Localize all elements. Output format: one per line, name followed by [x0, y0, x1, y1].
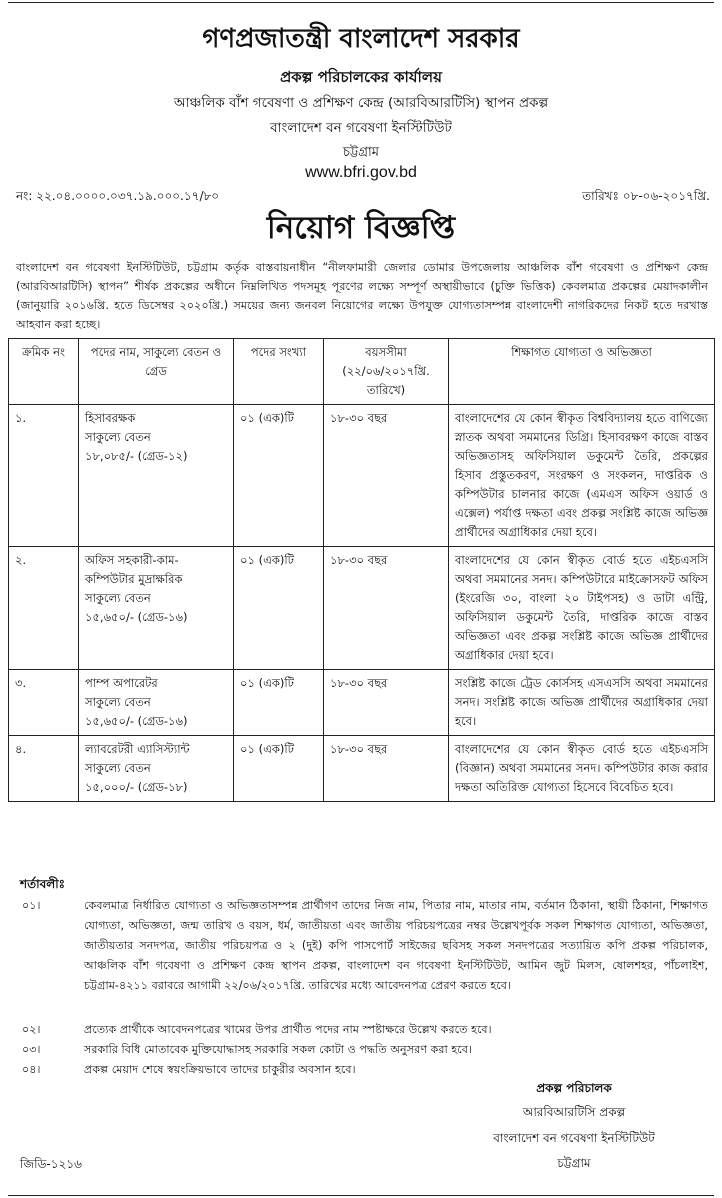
- row-post: [79, 405, 234, 547]
- row-count: ০১ (এক)টি: [234, 670, 324, 736]
- signature-city: চট্টগ্রাম: [557, 1156, 591, 1170]
- term-text: প্রকল্প মেয়াদ শেষে স্বয়ংক্রিয়ভাবে তাদের চাকুরীর অবসান হবে।: [84, 1063, 356, 1076]
- row-post: [79, 670, 234, 736]
- city-name: চট্টগ্রাম: [343, 145, 379, 160]
- project-name: আঞ্চলিক বাঁশ গবেষণা ও প্রশিক্ষণ কেন্দ্র (আরবিআরটিসি) স্থাপন প্রকল্প: [173, 95, 549, 111]
- signature-title: প্রকল্প পরিচালক: [536, 1081, 612, 1095]
- salary-label: সাকুল্যে বেতন: [85, 591, 151, 605]
- row-age: ১৮-৩০ বছর: [324, 547, 449, 670]
- row-count: ০১ (এক)টি: [234, 736, 324, 802]
- header-post: পদের নাম, সাকুল্যে বেতন ও গ্রেড: [79, 339, 234, 405]
- gd-number: জিডি-১২১৬: [20, 1157, 82, 1171]
- table-row: [9, 670, 715, 736]
- recruitment-notice: [8, 0, 714, 1198]
- term-item: [8, 896, 714, 1016]
- row-qualification: বাংলাদেশের যে কোন স্বীকৃত বোর্ড হতে এইচএসসি (বিজ্ঞান) অথবা সমমানের সনদ। কম্পিউটার কাজ করার দক্ষতা অতিরিক্ত যোগ্যতা হিসেবে বিবেচিত হবে।: [449, 736, 715, 802]
- row-serial: ২.: [9, 547, 79, 670]
- signature-institute: বাংলাদেশ বন গবেষণা ইনস্টিটিউট: [493, 1131, 655, 1145]
- table-row: [9, 736, 715, 802]
- salary-grade: ১৫,৬৫০/- (গ্রেড-১৬): [85, 610, 188, 624]
- intro-paragraph: বাংলাদেশ বন গবেষণা ইনস্টিটিউট, চট্টগ্রাম কর্তৃক বাস্তবায়নাধীন “নীলফামারী জেলার ডোমার উপজেলায় আঞ্চলিক বাঁশ গবেষণা ও প্রশিক্ষণ কেন্দ্র (আরবিআরটিসি) স্থাপন” শীর্ষক প্রকল্পের অধীনে নিম্নলিখিত পদসমূহ পূরণের লক্ষ্যে সম্পূর্ণ অস্থায়ীভাবে (চুক্তি ভিত্তিক) কেবলমাত্র প্রকল্পের মেয়াদকালীন (জানুয়ারি ২০১৬খ্রি. হতে ডিসেম্বর ২০২০খ্রি.) সময়ের জন্য জনবল নিয়োগের লক্ষ্যে উপযুক্ত যোগ্যতাসম্পন্ন বাংলাদেশী নাগরিকদের নিকট হতে দরখাস্ত আহবান করা হচ্ছে।: [16, 261, 708, 331]
- term-text: সরকারি বিধি মোতাবেক মুক্তিযোদ্ধাসহ সরকারি সকল কোটা ও পদ্ধতি অনুসরণ করা হবে।: [84, 1043, 472, 1056]
- header-qualification: শিক্ষাগত যোগ্যতা ও অভিজ্ঞতা: [449, 339, 715, 405]
- term-item: [8, 1020, 714, 1040]
- term-number: ০৩।: [22, 1043, 41, 1056]
- term-item: [8, 1060, 714, 1080]
- top-border-line: [8, 2, 714, 3]
- row-age: ১৮-৩০ বছর: [324, 736, 449, 802]
- term-text: কেবলমাত্র নির্ধারিত যোগ্যতা ও অভিজ্ঞতাসম্পন্ন প্রার্থীগণ তাদের নিজ নাম, পিতার নাম, মাতার নাম, বর্তমান ঠিকানা, স্থায়ী ঠিকানা, শিক্ষাগত যোগ্যতা, অভিজ্ঞতা, জন্ম তারিখ ও বয়স, ধর্ম, জাতীয়তা এবং জাতীয় পরিচয়পত্রের নম্বর উল্লেখপূর্বক সকল শিক্ষাগত যোগ্যতা, অভিজ্ঞতা, জাতীয়তার সনদপত্র, জাতীয় পরিচয়পত্র ও ২ (দুই) কপি পাসপোর্ট সাইজের ছবিসহ সকল সনদপত্রের সত্যায়িত কপি প্রকল্প পরিচালক, আঞ্চলিক বাঁশ গবেষণা ও প্রশিক্ষণ কেন্দ্র স্থাপন প্রকল্প, বাংলাদেশ বন গবেষণা ইনস্টিটিউট, আমিন জুট মিলস, ষোলশহর, পাঁচলাইশ, চট্টগ্রাম-৪২১১ বরাবরে আগামী ২২/০৬/২০১৭খ্রি. তারিখের মধ্যে আবেদনপত্র প্রেরণ করতে হবে।: [84, 899, 708, 992]
- website-link[interactable]: www.bfri.gov.bd: [305, 164, 417, 181]
- term-number: ০৪।: [22, 1063, 41, 1076]
- post-name: ল্যাবরেটরী এ্যাসিস্ট্যান্ট: [85, 742, 190, 756]
- row-serial: ৩.: [9, 670, 79, 736]
- term-text: প্রত্যেক প্রার্থীকে আবেদনপত্রের খামের উপর প্রার্থীত পদের নাম স্পষ্টাক্ষরে উল্লেখ করতে হবে।: [84, 1023, 492, 1036]
- row-serial: ১.: [9, 405, 79, 547]
- notice-title: নিয়োগ বিজ্ঞপ্তি: [266, 210, 456, 246]
- term-number: ০১।: [22, 899, 41, 912]
- issue-date: তারিখঃ ০৮-০৬-২০১৭খ্রি.: [582, 189, 710, 203]
- post-name: হিসাবরক্ষক: [85, 411, 136, 425]
- salary-grade: ১৮,০৮৫/- (গ্রেড-১২): [85, 449, 188, 463]
- terms-heading: শর্তাবলীঃ: [20, 877, 66, 891]
- institute-name: বাংলাদেশ বন গবেষণা ইনস্টিটিউট: [270, 120, 452, 136]
- bottom-border-line: [8, 1195, 714, 1196]
- header-age: বয়সসীমা (২২/০৬/২০১৭খ্রি. তারিখে): [324, 339, 449, 405]
- row-qualification: সংশ্লিষ্ট কাজে ট্রেড কোর্সসহ এসএসসি অথবা সমমানের সনদ। সংশ্লিষ্ট কাজে অভিজ্ঞ প্রার্থীদের অগ্রাধিকার দেয়া হবে।: [449, 670, 715, 736]
- salary-label: সাকুল্যে বেতন: [85, 430, 151, 444]
- row-count: ০১ (এক)টি: [234, 405, 324, 547]
- header-serial: ক্রমিক নং: [9, 339, 79, 405]
- row-serial: ৪.: [9, 736, 79, 802]
- table-header-row: [9, 339, 715, 405]
- row-post: [79, 736, 234, 802]
- row-age: ১৮-৩০ বছর: [324, 670, 449, 736]
- row-qualification: বাংলাদেশের যে কোন স্বীকৃত বোর্ড হতে এইচএসসি অথবা সমমানের সনদ। কম্পিউটারে মাইক্রোসফট অফিস (ইংরেজি ৩০, বাংলা ২০ টাইপসহ) ও ডাটা এন্ট্রি, অফিসিয়াল ডকুমেন্ট তৈরি, দাপ্তরিক কাজে বাস্তব অভিজ্ঞতা এবং প্রকল্প সংশ্লিষ্ট কাজে অভিজ্ঞ প্রার্থীদের অগ্রাধিকার দেয়া হবে।: [449, 547, 715, 670]
- salary-label: সাকুল্যে বেতন: [85, 761, 151, 775]
- memo-number: নং: ২২.০৪.০০০০.০৩৭.১৯.০০০.১৭/৮০: [16, 189, 220, 203]
- table-row: [9, 547, 715, 670]
- government-heading: গণপ্রজাতন্ত্রী বাংলাদেশ সরকার: [202, 24, 520, 54]
- table-row: [9, 405, 715, 547]
- post-name: পাম্প অপারেটর: [85, 676, 158, 690]
- row-qualification: বাংলাদেশের যে কোন স্বীকৃত বিশ্ববিদ্যালয় হতে বাণিজ্যে স্নাতক অথবা সমমানের ডিগ্রি। হিসাবরক্ষণ কাজে বাস্তব অভিজ্ঞতাসহ অফিসিয়াল ডকুমেন্ট তৈরি, প্রকল্পের হিসাব প্রস্তুতকরণ, সংরক্ষণ ও সংকলন, দাপ্তরিক ও কম্পিউটার চালনার কাজে (এমএস অফিস ওয়ার্ড ও এক্সেল) পর্যাপ্ত দক্ষতা এবং প্রকল্প সংশ্লিষ্ট কাজে অভিজ্ঞ প্রার্থীদের অগ্রাধিকার দেয়া হবে।: [449, 405, 715, 547]
- term-number: ০২।: [22, 1023, 41, 1036]
- header-count: পদের সংখ্যা: [234, 339, 324, 405]
- office-heading: প্রকল্প পরিচালকের কার্যালয়: [280, 68, 442, 86]
- post-name: অফিস সহকারী-কাম-কম্পিউটার মুদ্রাক্ষরিক: [85, 553, 183, 586]
- salary-grade: ১৫,৬৫০/- (গ্রেড-১৬): [85, 714, 188, 728]
- row-post: [79, 547, 234, 670]
- signature-project: আরবিআরটিসি প্রকল্প: [522, 1105, 626, 1119]
- salary-grade: ১৫,০০০/- (গ্রেড-১৮): [85, 780, 188, 794]
- salary-label: সাকুল্যে বেতন: [85, 695, 151, 709]
- row-count: ০১ (এক)টি: [234, 547, 324, 670]
- positions-table: [8, 338, 715, 802]
- term-item: [8, 1040, 714, 1060]
- row-age: ১৮-৩০ বছর: [324, 405, 449, 547]
